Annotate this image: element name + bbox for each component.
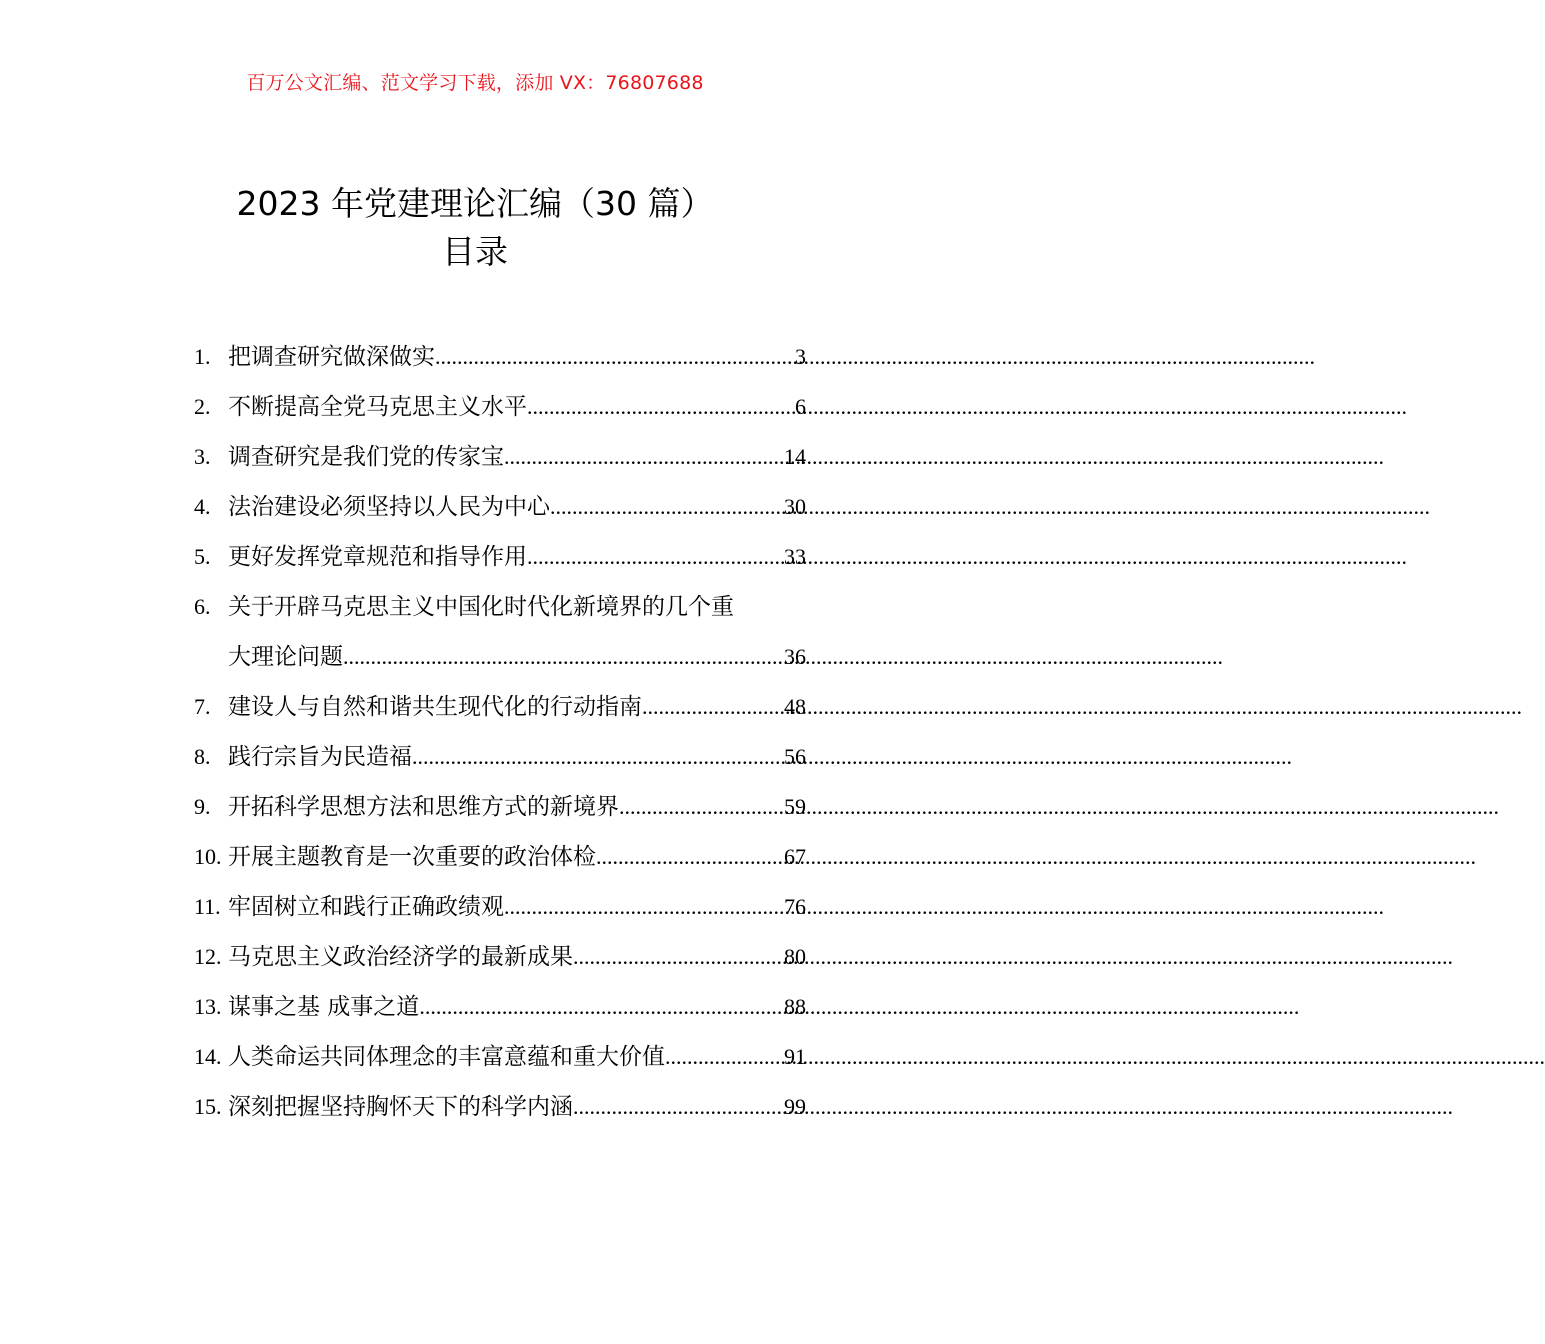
toc-entry[interactable]	[194, 432, 806, 482]
toc-entry[interactable]	[194, 832, 806, 882]
toc-page-number: 91	[784, 1044, 806, 1069]
toc-leader-dots	[596, 832, 783, 882]
toc-number: 5.	[194, 544, 211, 569]
toc-number: 9.	[194, 794, 211, 819]
toc-title: 开拓科学思想方法和思维方式的新境界	[228, 794, 619, 820]
toc-leader-dots	[642, 682, 783, 732]
toc-entry[interactable]	[194, 482, 806, 532]
toc-page-number: 14	[784, 444, 806, 469]
toc-leader-dots	[504, 882, 783, 932]
toc-entry[interactable]	[194, 1032, 806, 1082]
toc-leader-dots	[573, 1082, 783, 1132]
toc-number: 8.	[194, 744, 211, 769]
toc-leader-dots	[527, 382, 794, 432]
document-subtitle: 目录	[442, 232, 508, 271]
toc-page-number: 88	[784, 994, 806, 1019]
toc-leader-dots	[619, 782, 783, 832]
toc-title: 人类命运共同体理念的丰富意蕴和重大价值	[228, 1044, 665, 1070]
toc-number: 12.	[194, 944, 222, 969]
toc-entry[interactable]	[194, 582, 806, 682]
toc-title: 调查研究是我们党的传家宝	[228, 444, 504, 470]
toc-page-number: 6	[795, 394, 806, 419]
toc-number: 6.	[194, 594, 211, 619]
toc-title: 谋事之基 成事之道	[228, 994, 420, 1020]
toc-leader-dots	[550, 482, 783, 532]
toc-leader-dots	[573, 932, 783, 982]
toc-page-number: 99	[784, 1094, 806, 1119]
toc-title-continuation: 大理论问题	[228, 644, 343, 670]
table-of-contents	[194, 332, 806, 1132]
toc-entry[interactable]	[194, 1082, 806, 1132]
toc-number: 1.	[194, 344, 211, 369]
toc-title: 马克思主义政治经济学的最新成果	[228, 944, 573, 970]
toc-page-number: 80	[784, 944, 806, 969]
toc-title: 法治建设必须坚持以人民为中心	[228, 494, 550, 520]
toc-leader-dots	[419, 982, 783, 1032]
toc-title: 开展主题教育是一次重要的政治体检	[228, 844, 596, 870]
toc-leader-dots	[665, 1032, 783, 1082]
toc-title: 更好发挥党章规范和指导作用	[228, 544, 527, 570]
toc-entry[interactable]	[194, 532, 806, 582]
toc-page-number: 76	[784, 894, 806, 919]
toc-number: 4.	[194, 494, 211, 519]
toc-leader-dots	[343, 632, 783, 682]
toc-page-number: 33	[784, 544, 806, 569]
toc-title: 关于开辟马克思主义中国化时代化新境界的几个重	[228, 594, 734, 620]
toc-title: 把调查研究做深做实	[228, 344, 435, 370]
toc-page-number: 3	[795, 344, 806, 369]
header-watermark-note: 百万公文汇编、范文学习下载，添加 VX：76807688	[246, 72, 704, 94]
toc-page-number: 30	[784, 494, 806, 519]
toc-page-number: 36	[784, 644, 806, 669]
toc-number: 7.	[194, 694, 211, 719]
toc-number: 11.	[194, 894, 221, 919]
toc-page-number: 59	[784, 794, 806, 819]
toc-leader-dots	[412, 732, 783, 782]
toc-number: 13.	[194, 994, 222, 1019]
toc-number: 14.	[194, 1044, 222, 1069]
document-title: 2023 年党建理论汇编（30 篇）	[236, 184, 714, 223]
toc-entry[interactable]	[194, 882, 806, 932]
toc-page-number: 56	[784, 744, 806, 769]
toc-title: 践行宗旨为民造福	[228, 744, 412, 770]
toc-title: 建设人与自然和谐共生现代化的行动指南	[228, 694, 642, 720]
toc-title: 深刻把握坚持胸怀天下的科学内涵	[228, 1094, 573, 1120]
toc-number: 3.	[194, 444, 211, 469]
toc-page-number: 48	[784, 694, 806, 719]
toc-entry[interactable]	[194, 732, 806, 782]
toc-entry[interactable]	[194, 382, 806, 432]
toc-entry[interactable]	[194, 982, 806, 1032]
toc-leader-dots	[527, 532, 783, 582]
toc-number: 15.	[194, 1094, 222, 1119]
toc-entry[interactable]	[194, 932, 806, 982]
toc-leader-dots	[504, 432, 783, 482]
toc-number: 2.	[194, 394, 211, 419]
toc-title: 牢固树立和践行正确政绩观	[228, 894, 504, 920]
toc-entry[interactable]	[194, 682, 806, 732]
toc-page-number: 67	[784, 844, 806, 869]
toc-number: 10.	[194, 844, 222, 869]
toc-leader-dots	[435, 332, 794, 382]
toc-entry[interactable]	[194, 782, 806, 832]
toc-entry[interactable]	[194, 332, 806, 382]
toc-title: 不断提高全党马克思主义水平	[228, 394, 527, 420]
